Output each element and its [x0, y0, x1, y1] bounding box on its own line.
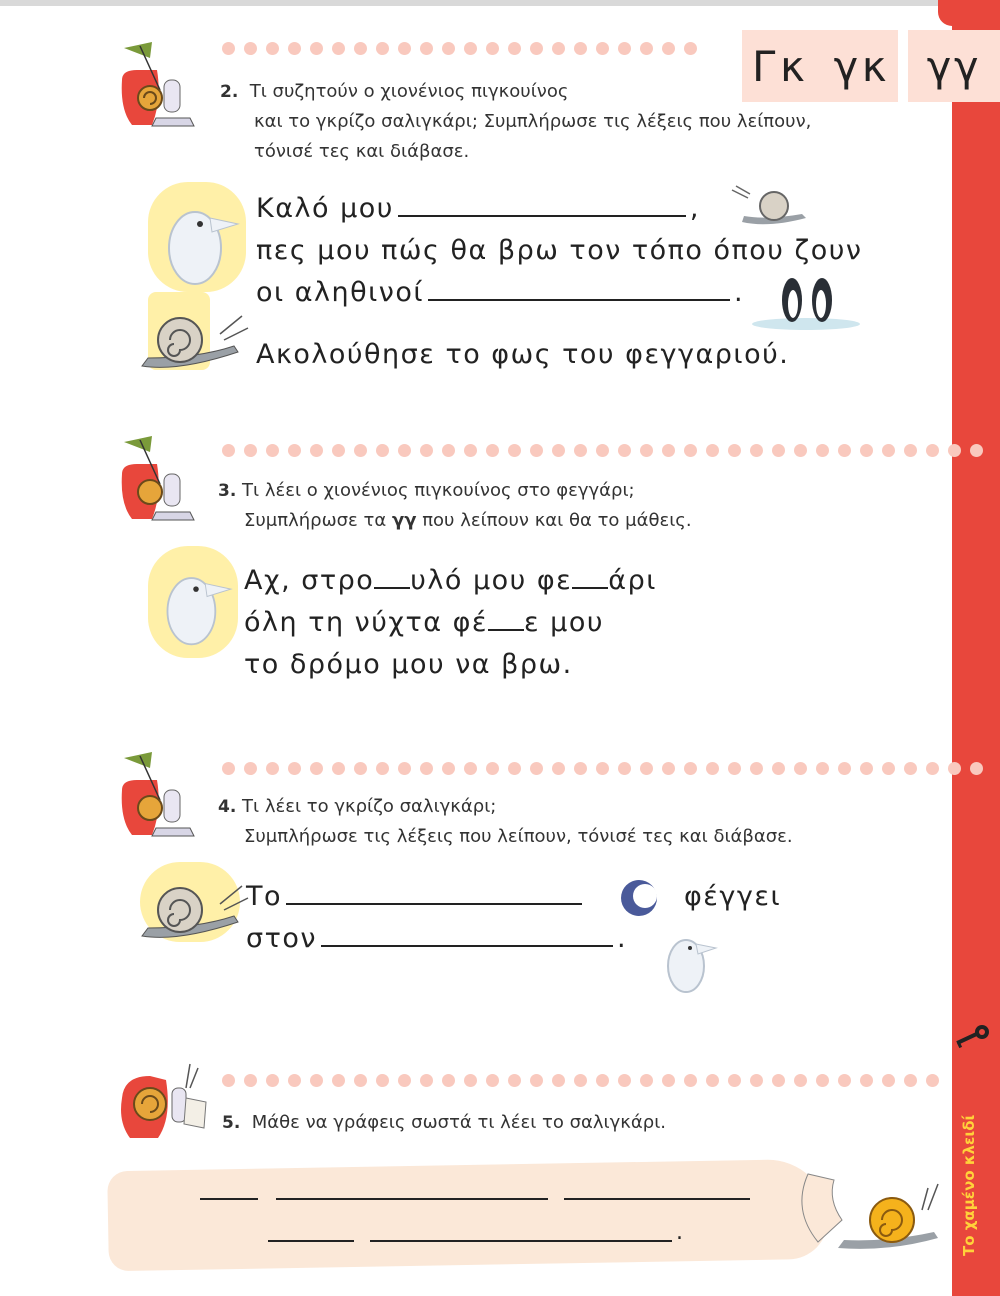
- q3-line-2a: όλη τη νύχτα φέ: [244, 607, 488, 638]
- grey-snail-icon: [138, 880, 250, 942]
- q4-instruction: [218, 792, 898, 852]
- snow-penguin-icon: [150, 552, 242, 652]
- writing-ribbon: [107, 1159, 829, 1272]
- snail-book-icon: [112, 434, 202, 524]
- q5-blank-1[interactable]: [200, 1198, 258, 1200]
- q5-blank-2[interactable]: [276, 1198, 548, 1200]
- header-letters-gg: γγ: [908, 30, 1000, 102]
- q2-instruction-line-1: Τι συζητούν ο χιονένιος πιγκουίνος: [249, 81, 569, 102]
- dot-divider-q3: [222, 444, 983, 458]
- q4-blank-2[interactable]: [321, 944, 613, 947]
- q3-blank-2[interactable]: [572, 586, 608, 589]
- q4-line-2a: στον: [246, 923, 317, 954]
- q2-number: 2.: [220, 82, 239, 102]
- q2-line-3a: οι αληθινοί: [256, 277, 425, 308]
- q4-number: 4.: [218, 797, 237, 817]
- q3-line-3: το δρόμο μου να βρω.: [244, 649, 573, 680]
- snail-scroll-icon: [116, 1058, 212, 1142]
- q2-line-3b: .: [734, 277, 745, 308]
- q5-blank-5[interactable]: [370, 1240, 672, 1242]
- q3-instruction: [218, 476, 898, 536]
- q2-instruction-line-3: τόνισέ τες και διάβασε.: [254, 141, 470, 162]
- q4-instruction-line-1: Τι λέει το γκρίζο σαλιγκάρι;: [242, 796, 497, 817]
- q4-line-1b: φέγγει: [684, 881, 782, 912]
- q4-instruction-line-2: Συμπλήρωσε τις λέξεις που λείπουν, τόνισέ τες και διάβασε.: [244, 826, 793, 847]
- q3-poem: [244, 560, 844, 686]
- side-title: Το χαμένο κλειδί: [960, 1114, 978, 1256]
- q5-blank-3[interactable]: [564, 1198, 750, 1200]
- snail-book-icon: [112, 40, 202, 130]
- q3-line-2b: ε μου: [523, 607, 604, 638]
- q2-line-4: Ακολούθησε το φως του φεγγαριού.: [256, 339, 790, 370]
- dot-divider-q4: [222, 762, 983, 776]
- snail-book-icon: [112, 750, 202, 840]
- q3-line-1b: υλό μου φε: [410, 565, 573, 596]
- q3-blank-1[interactable]: [374, 586, 410, 589]
- snail-icon: [728, 184, 808, 228]
- dot-divider-q2: [222, 42, 697, 56]
- q2-instruction: [220, 77, 900, 167]
- q4-blank-1[interactable]: [286, 902, 582, 905]
- q2-blank-2[interactable]: [428, 298, 730, 301]
- q3-blank-3[interactable]: [488, 628, 524, 631]
- q2-line-2: πες μου πώς θα βρω τον τόπο όπου ζουν: [256, 235, 863, 266]
- grey-snail-icon: [138, 310, 250, 372]
- side-bar-tab: [938, 0, 1000, 26]
- penguins-icon: [752, 270, 860, 330]
- key-icon: [952, 1018, 992, 1058]
- q4-line-2b: .: [616, 923, 628, 954]
- q5-number: 5.: [222, 1113, 241, 1133]
- snow-penguin-icon: [150, 188, 250, 288]
- snail-scroll-icon: [788, 1160, 944, 1254]
- q5-blank-4[interactable]: [268, 1240, 354, 1242]
- header-letters-gk: Γκ γκ: [742, 30, 898, 102]
- snow-penguin-icon: [654, 924, 724, 996]
- q2-line-1a: Καλό μου: [256, 193, 394, 224]
- q3-instruction-2c: που λείπουν και θα το μάθεις.: [422, 510, 692, 531]
- q2-instruction-line-2: και το γκρίζο σαλιγκάρι; Συμπλήρωσε τις λέξεις που λείπουν,: [254, 111, 812, 132]
- q5-instruction: [222, 1108, 862, 1138]
- q3-line-1c: άρι: [608, 565, 657, 596]
- moon-icon: [614, 878, 664, 918]
- q5-end-period: .: [676, 1220, 683, 1245]
- q4-line-1a: Το: [246, 881, 283, 912]
- q5-instruction-text: Μάθε να γράφεις σωστά τι λέει το σαλιγκάρι.: [251, 1112, 667, 1133]
- q3-number: 3.: [218, 481, 237, 501]
- q3-instruction-line-1: Τι λέει ο χιονένιος πιγκουίνος στο φεγγάρι;: [242, 480, 635, 501]
- dot-divider-q5: [222, 1074, 939, 1088]
- top-border: [0, 0, 1000, 6]
- q2-blank-1[interactable]: [398, 214, 686, 217]
- q2-line-1b: ,: [689, 193, 700, 224]
- q3-instruction-2b: γγ: [391, 510, 417, 531]
- q3-instruction-2a: Συμπλήρωσε τα: [244, 510, 387, 531]
- q3-line-1a: Αχ, στρο: [244, 565, 375, 596]
